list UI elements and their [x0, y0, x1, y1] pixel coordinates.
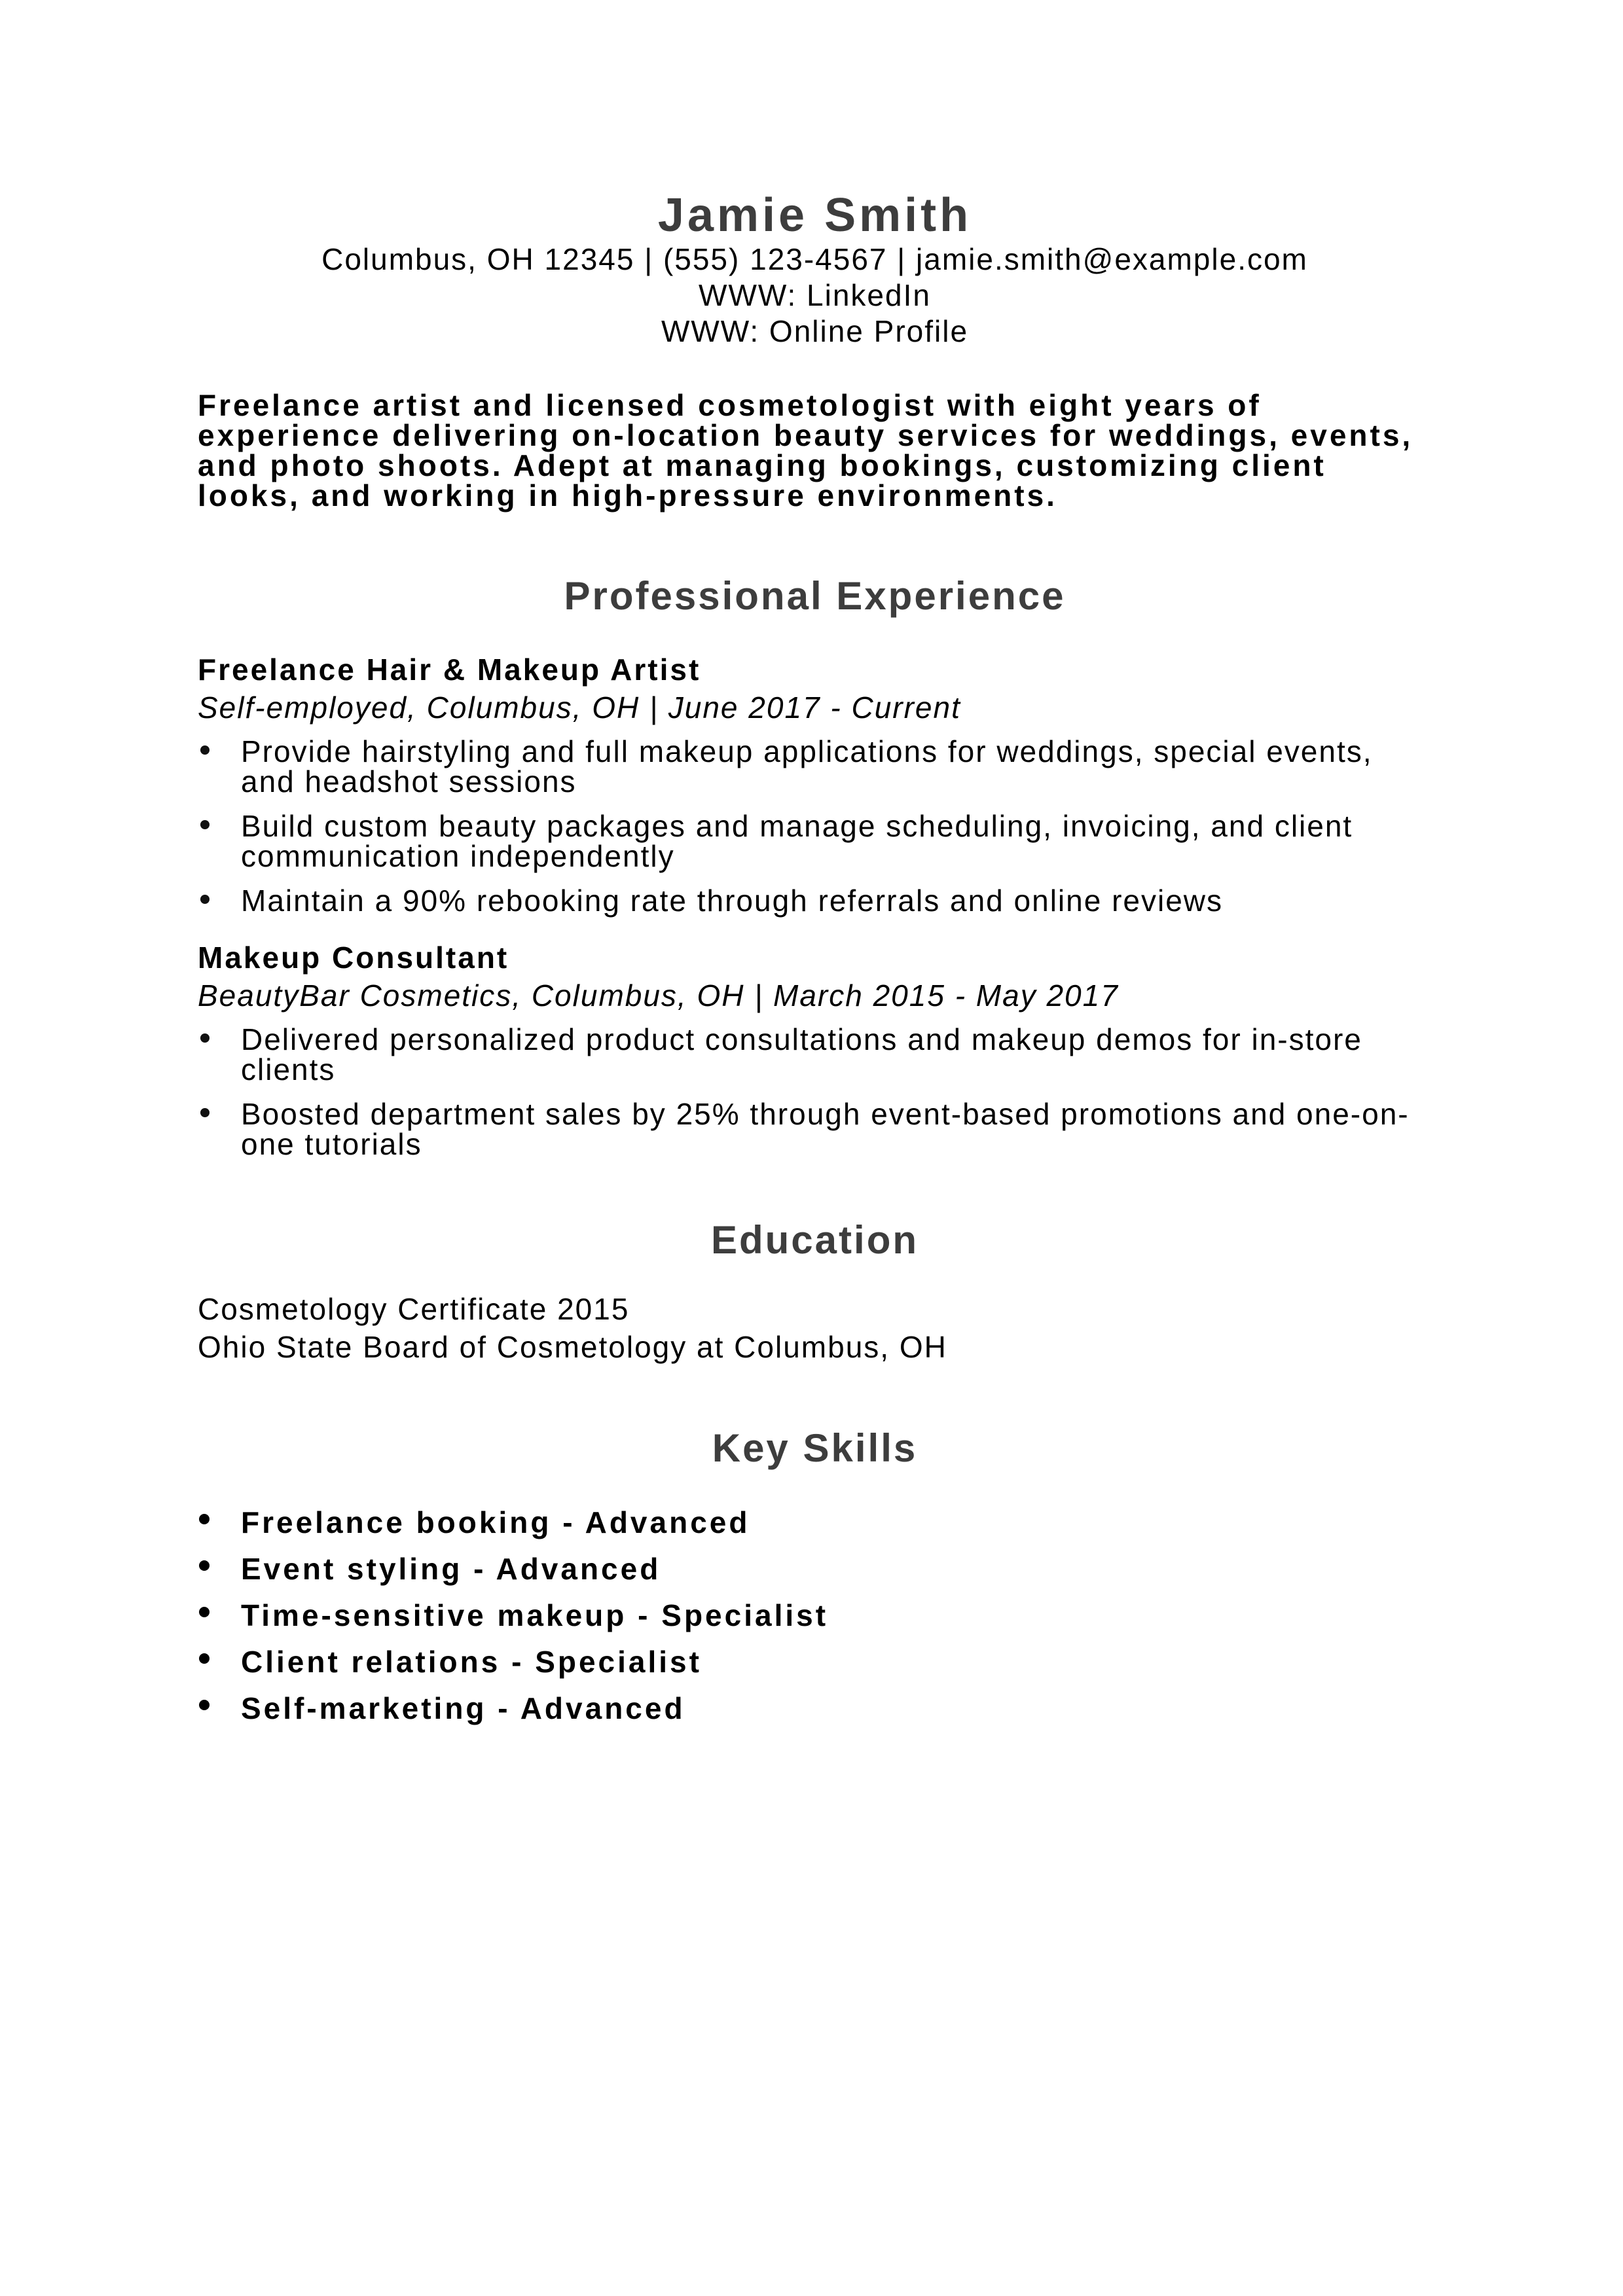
skill-separator: -	[486, 1691, 520, 1726]
bullet-text: Provide hairstyling and full makeup applications for weddings, special events, and headshot sessions	[241, 734, 1373, 799]
skill-name: Client relations	[241, 1645, 501, 1679]
job-meta: Self-employed, Columbus, OH | June 2017 - Current	[198, 691, 961, 725]
bullet-text: Delivered personalized product consultations and makeup demos for in-store clients	[241, 1022, 1362, 1087]
skill-separator: -	[627, 1598, 662, 1633]
job-entry	[198, 651, 1432, 916]
education-degree: Cosmetology Certificate 2015	[198, 1292, 630, 1327]
bullet-icon	[199, 1700, 210, 1710]
skill-level: Advanced	[496, 1552, 661, 1587]
skill-item	[198, 1546, 1432, 1592]
bullet-icon	[200, 895, 210, 904]
bullet-icon	[200, 1108, 210, 1117]
experience-heading: Professional Experience	[564, 574, 1066, 619]
bullet-icon	[200, 820, 210, 829]
job-bullets	[198, 736, 1432, 916]
contact-info: Columbus, OH 12345 | (555) 123-4567 | jamie.smith@example.com	[321, 242, 1308, 277]
skill-name: Freelance booking	[241, 1505, 552, 1540]
job-title: Freelance Hair & Makeup Artist	[198, 653, 701, 687]
bullet-icon	[200, 745, 210, 755]
skill-separator: -	[462, 1552, 496, 1587]
job-title: Makeup Consultant	[198, 941, 509, 975]
skill-separator: -	[500, 1645, 536, 1679]
bullet-text: Boosted department sales by 25% through event-based promotions and one-on-one tutorials	[241, 1097, 1410, 1162]
bullet-icon	[199, 1607, 210, 1617]
skill-level: Specialist	[661, 1598, 829, 1633]
linkedin-link[interactable]: WWW: LinkedIn	[699, 278, 931, 313]
skill-item	[198, 1685, 1432, 1732]
online-profile-link[interactable]: WWW: Online Profile	[661, 314, 969, 349]
bullet-icon	[199, 1560, 210, 1571]
professional-summary: Freelance artist and licensed cosmetologist with eight years of experience delivering on-location beauty services for weddings, events, and photo shoots. Adept at managing bookings, customizing client looks, and working in high-pressure environments.	[198, 388, 1413, 513]
list-item	[198, 886, 1432, 916]
skill-name: Time-sensitive makeup	[241, 1598, 627, 1633]
skill-name: Event styling	[241, 1552, 463, 1587]
bullet-icon	[200, 1033, 210, 1043]
candidate-name: Jamie Smith	[657, 189, 972, 242]
list-item	[198, 1097, 1432, 1162]
skill-separator: -	[551, 1505, 585, 1540]
skills-list	[198, 1499, 1432, 1732]
bullet-text: Build custom beauty packages and manage scheduling, invoicing, and client communication independently	[241, 809, 1353, 874]
bullet-icon	[199, 1653, 210, 1664]
education-institution: Ohio State Board of Cosmetology at Columbus, OH	[198, 1330, 947, 1365]
skill-level: Advanced	[520, 1691, 685, 1726]
list-item	[198, 809, 1432, 874]
skill-item	[198, 1639, 1432, 1685]
skill-item	[198, 1499, 1432, 1546]
list-item	[198, 736, 1432, 797]
list-item	[198, 1024, 1432, 1085]
bullet-icon	[199, 1514, 210, 1524]
education-entry	[198, 1290, 1432, 1366]
bullet-text: Maintain a 90% rebooking rate through referrals and online reviews	[241, 884, 1224, 918]
skill-level: Advanced	[585, 1505, 750, 1540]
skills-heading: Key Skills	[712, 1426, 918, 1471]
skill-level: Specialist	[535, 1645, 702, 1679]
job-bullets	[198, 1022, 1432, 1162]
job-meta: BeautyBar Cosmetics, Columbus, OH | March 2015 - May 2017	[198, 978, 1119, 1013]
job-entry	[198, 939, 1432, 1162]
skill-name: Self-marketing	[241, 1691, 487, 1726]
resume-page	[198, 190, 1432, 1732]
skill-item	[198, 1592, 1432, 1639]
education-heading: Education	[710, 1218, 919, 1263]
